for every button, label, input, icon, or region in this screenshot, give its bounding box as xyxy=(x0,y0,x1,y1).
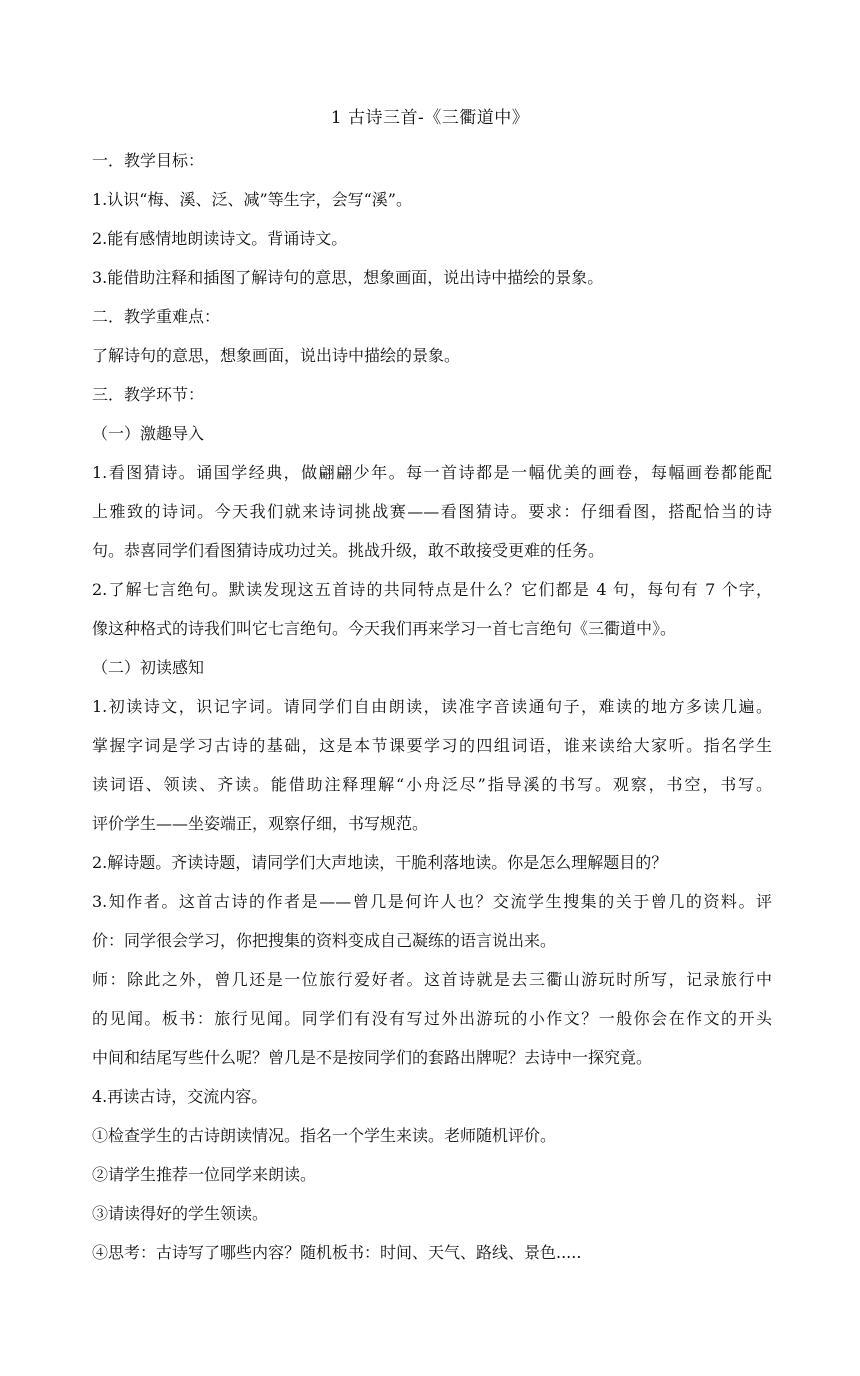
paragraph-line: 2.了解七言绝句。默读发现这五首诗的共同特点是什么？它们都是 4 句，每句有 7 个字， xyxy=(92,580,772,599)
paragraph-line: 2.能有感情地朗读诗文。背诵诗文。 xyxy=(92,229,348,248)
paragraph-line: 掌握字词是学习古诗的基础，这是本节课要学习的四组词语，谁来读给大家听。指名学生 xyxy=(92,736,772,755)
paragraph-line: 评价学生——坐姿端正，观察仔细，书写规范。 xyxy=(92,814,429,833)
paragraph-line: 1.认识“梅、溪、泛、减”等生字，会写“溪”。 xyxy=(92,190,412,209)
paragraph-line: 上雅致的诗词。今天我们就来诗词挑战赛——看图猜诗。要求：仔细看图，搭配恰当的诗 xyxy=(92,502,772,521)
document-title: 1 古诗三首-《三衢道中》 xyxy=(330,108,530,128)
paragraph-line: 4.再读古诗，交流内容。 xyxy=(92,1087,268,1106)
paragraph-line: 像这种格式的诗我们叫它七言绝句。今天我们再来学习一首七言绝句《三衢道中》。 xyxy=(92,619,677,638)
paragraph-line: （一）激趣导入 xyxy=(92,424,205,443)
paragraph-line: 中间和结尾写些什么呢？曾几是不是按同学们的套路出牌呢？去诗中一探究竟。 xyxy=(92,1048,653,1067)
paragraph-line: ②请学生推荐一位同学来朗读。 xyxy=(92,1165,317,1184)
paragraph-line: 三．教学环节： xyxy=(92,385,205,404)
paragraph-line: 1.初读诗文，识记字词。请同学们自由朗读，读准字音读通句子，难读的地方多读几遍。 xyxy=(92,697,772,716)
paragraph-line: ③请读得好的学生领读。 xyxy=(92,1204,269,1223)
paragraph-line: ④思考：古诗写了哪些内容？随机板书：时间、天气、路线、景色..... xyxy=(92,1243,582,1262)
paragraph-line: 1.看图猜诗。诵国学经典，做翩翩少年。每一首诗都是一幅优美的画卷，每幅画卷都能配 xyxy=(92,463,772,482)
paragraph-line: （二）初读感知 xyxy=(92,658,205,677)
paragraph-line: 3.能借助注释和插图了解诗句的意思，想象画面，说出诗中描绘的景象。 xyxy=(92,268,604,287)
paragraph-line: 价：同学很会学习，你把搜集的资料变成自己凝练的语言说出来。 xyxy=(92,931,557,950)
document-body xyxy=(92,148,772,1279)
paragraph-line: 的见闻。板书：旅行见闻。同学们有没有写过外出游玩的小作文？一般你会在作文的开头 xyxy=(92,1009,772,1028)
paragraph-line: 3.知作者。这首古诗的作者是——曾几是何许人也？交流学生搜集的关于曾几的资料。评 xyxy=(92,892,772,911)
paragraph-line: 2.解诗题。齐读诗题，请同学们大声地读，干脆利落地读。你是怎么理解题目的？ xyxy=(92,853,668,872)
paragraph-line: 了解诗句的意思，想象画面，说出诗中描绘的景象。 xyxy=(92,346,461,365)
paragraph-line: ①检查学生的古诗朗读情况。指名一个学生来读。老师随机评价。 xyxy=(92,1126,557,1145)
paragraph-line: 读词语、领读、齐读。能借助注释理解“小舟泛尽”指导溪的书写。观察，书空，书写。 xyxy=(92,775,772,794)
paragraph-line: 一．教学目标： xyxy=(92,151,205,170)
paragraph-line: 师：除此之外，曾几还是一位旅行爱好者。这首诗就是去三衢山游玩时所写，记录旅行中 xyxy=(92,970,772,989)
paragraph-line: 句。恭喜同学们看图猜诗成功过关。挑战升级，敢不敢接受更难的任务。 xyxy=(92,541,605,560)
paragraph-line: 二．教学重难点： xyxy=(92,307,221,326)
